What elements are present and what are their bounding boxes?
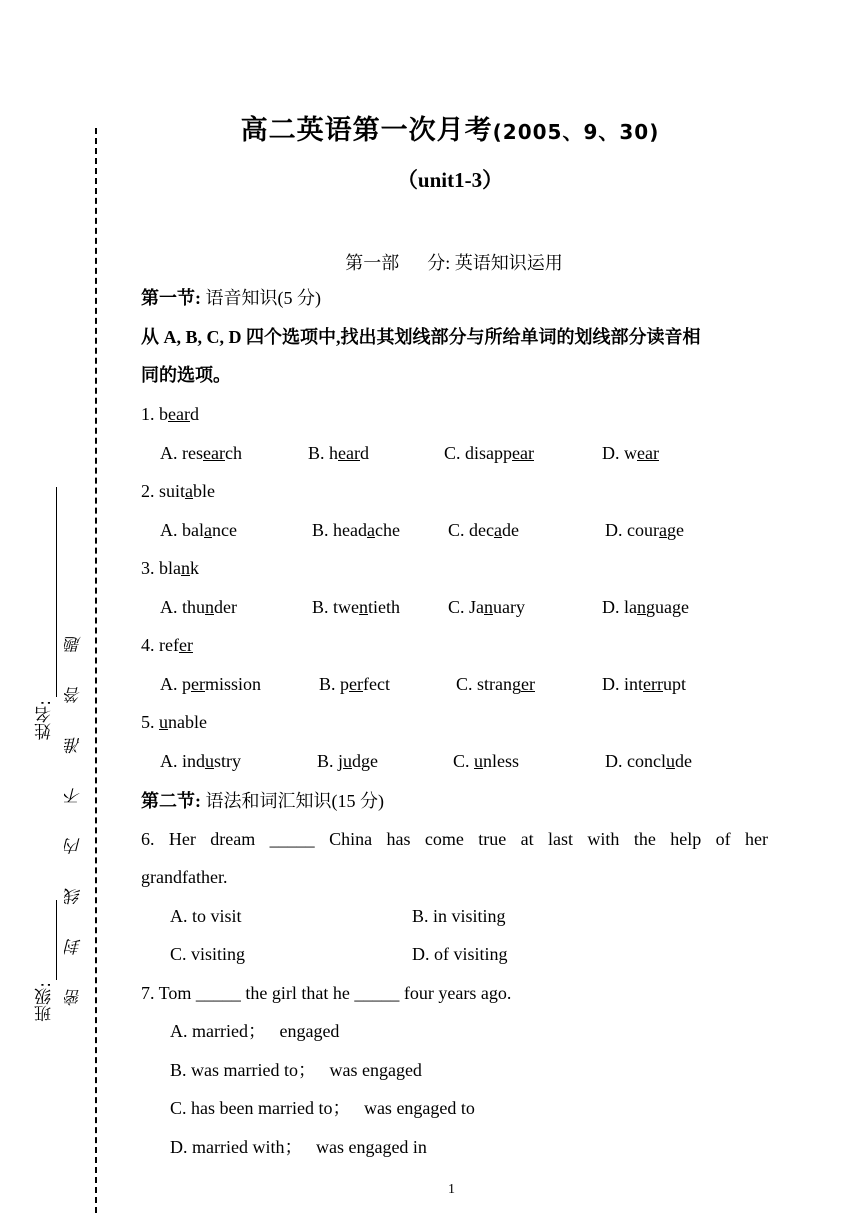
- option-word-pre: D. concl: [605, 751, 666, 771]
- question-2-option-a: [160, 519, 237, 541]
- option-word-pre: D. w: [602, 443, 637, 463]
- option-word-post: der: [214, 597, 237, 617]
- option-word-underlined: err: [643, 674, 663, 694]
- part1-title: [0, 249, 860, 275]
- section1-instruction-b: 同的选项。: [141, 365, 231, 385]
- question-3-option-a: [160, 596, 237, 618]
- q7-option-b: B. was married to； was engaged: [170, 1060, 422, 1080]
- exam-date: (2005、9、30): [492, 120, 660, 144]
- section2-heading: [141, 790, 384, 812]
- question-1-option-d: [602, 442, 659, 464]
- page-number: 1: [448, 1182, 455, 1197]
- q6-stem-cont: grandfather.: [141, 867, 228, 887]
- q7-option-c: C. has been married to； was engaged to: [170, 1098, 475, 1118]
- option-word-post: uary: [493, 597, 525, 617]
- question-5-option-b: [317, 750, 378, 772]
- option-word-post: nce: [212, 520, 237, 540]
- section1-instruction-a: 从 A, B, C, D 四个选项中,找出其划线部分与所给单词的划线部分读音相: [141, 327, 701, 347]
- option-word-post: upt: [663, 674, 687, 694]
- question-number: 4.: [141, 635, 159, 655]
- question-number: 2.: [141, 481, 159, 501]
- option-word-post: d: [360, 443, 369, 463]
- option-word-pre: C. dec: [448, 520, 494, 540]
- option-word-pre: A. thu: [160, 597, 205, 617]
- option-word-pre: B. j: [317, 751, 344, 771]
- question-word-pre: suit: [159, 481, 186, 501]
- q7-stem: 7. Tom _____ the girl that he _____ four years ago.: [141, 983, 512, 1003]
- question-number: 5.: [141, 712, 159, 732]
- part1-label-a: 第一部: [345, 253, 400, 273]
- question-2-option-d: [605, 519, 684, 541]
- option-word-underlined: ear: [512, 443, 534, 463]
- option-word-pre: C. Ja: [448, 597, 484, 617]
- option-word-pre: C.: [453, 751, 475, 771]
- section2-heading-rest: 语法和词汇知识(15 分): [201, 791, 384, 811]
- question-word-post: d: [189, 404, 199, 424]
- option-word-underlined: er: [521, 674, 535, 694]
- question-4-option-d: [602, 673, 686, 695]
- question-3-word: [141, 557, 199, 579]
- option-word-pre: B. h: [308, 443, 339, 463]
- option-word-post: dge: [352, 751, 379, 771]
- question-word-underlined: ear: [168, 404, 190, 424]
- question-word-underlined: u: [159, 712, 168, 732]
- option-word-underlined: n: [205, 597, 214, 617]
- option-word-underlined: ear: [203, 443, 225, 463]
- question-4-word: [141, 634, 193, 656]
- option-word-underlined: u: [665, 751, 675, 771]
- question-number: 1.: [141, 404, 159, 424]
- option-word-post: mission: [204, 674, 261, 694]
- q6-option-d: D. of visiting: [412, 944, 508, 964]
- option-word-underlined: n: [484, 597, 493, 617]
- option-word-pre: A. p: [160, 674, 191, 694]
- seal-dashed-line: [95, 128, 97, 1213]
- question-3-option-c: [448, 596, 525, 618]
- section1-heading-rest: 语音知识(5 分): [201, 288, 321, 308]
- q7-option-d: D. married with； was engaged in: [170, 1137, 427, 1157]
- option-word-underlined: a: [204, 520, 212, 540]
- question-4-option-a: [160, 673, 261, 695]
- question-5-option-a: [160, 750, 241, 772]
- question-word-post: nable: [168, 712, 207, 732]
- question-4-option-c: [456, 673, 535, 695]
- q6-option-c: C. visiting: [170, 944, 246, 964]
- option-word-pre: C. strang: [456, 674, 521, 694]
- option-word-post: guage: [646, 597, 689, 617]
- section1-heading: [141, 287, 321, 309]
- question-word-post: k: [190, 558, 199, 578]
- option-word-underlined: ear: [637, 443, 659, 463]
- option-word-underlined: u: [343, 751, 353, 771]
- name-label: 姓名:: [35, 700, 55, 740]
- option-word-pre: B. p: [319, 674, 350, 694]
- exam-title: [0, 108, 860, 147]
- option-word-post: de: [674, 751, 692, 771]
- question-2-option-b: [312, 519, 400, 541]
- question-4-option-b: [319, 673, 390, 695]
- option-word-post: tieth: [368, 597, 400, 617]
- question-word-pre: ref: [159, 635, 179, 655]
- exam-subtitle: （unit1-3）: [396, 168, 504, 192]
- option-word-post: de: [501, 520, 519, 540]
- class-label: 班级:: [35, 982, 55, 1022]
- q6-stem: 6. Her dream _____ China has come true at last with the help of her: [141, 829, 768, 849]
- option-word-underlined: er: [191, 674, 205, 694]
- question-word-underlined: n: [181, 558, 190, 578]
- option-word-underlined: a: [493, 520, 502, 540]
- question-1-option-c: [444, 442, 534, 464]
- question-5-option-c: [453, 750, 519, 772]
- question-2-option-c: [448, 519, 519, 541]
- q6-option-b: B. in visiting: [412, 906, 506, 926]
- q6-option-a: A. to visit: [170, 906, 242, 926]
- option-word-underlined: er: [349, 674, 363, 694]
- question-word-pre: b: [159, 404, 168, 424]
- question-word-underlined: a: [185, 481, 194, 501]
- option-word-pre: B. twe: [312, 597, 359, 617]
- question-word-post: ble: [193, 481, 216, 501]
- option-word-post: ch: [224, 443, 242, 463]
- option-word-underlined: u: [205, 751, 214, 771]
- exam-title-text: 高二英语第一次月考: [240, 115, 493, 146]
- option-word-pre: C. disapp: [444, 443, 513, 463]
- option-word-pre: D. la: [602, 597, 637, 617]
- question-number: 3.: [141, 558, 159, 578]
- option-word-pre: A. ind: [160, 751, 205, 771]
- option-word-pre: B. head: [312, 520, 367, 540]
- question-2-word: [141, 480, 215, 502]
- part1-label-b: 分: 英语知识运用: [427, 253, 563, 273]
- question-1-option-b: [308, 442, 369, 464]
- question-3-option-d: [602, 596, 689, 618]
- option-word-underlined: a: [366, 520, 375, 540]
- name-blank-line: [56, 487, 57, 697]
- option-word-post: che: [374, 520, 400, 540]
- question-5-option-d: [605, 750, 692, 772]
- seal-notice: 密 封 线 内 不 准 答 题: [65, 622, 85, 1006]
- option-word-post: stry: [214, 751, 241, 771]
- option-word-post: ge: [666, 520, 684, 540]
- class-blank-line: [56, 900, 57, 980]
- question-3-option-b: [312, 596, 400, 618]
- question-word-pre: bla: [159, 558, 181, 578]
- option-word-pre: D. int: [602, 674, 644, 694]
- section2-heading-bold: 第二节:: [141, 791, 201, 811]
- option-word-post: fect: [363, 674, 390, 694]
- option-word-underlined: n: [359, 597, 368, 617]
- option-word-pre: A. res: [160, 443, 203, 463]
- q7-option-a: A. married； engaged: [170, 1021, 340, 1041]
- question-1-option-a: [160, 442, 242, 464]
- option-word-underlined: n: [637, 597, 646, 617]
- option-word-post: nless: [483, 751, 520, 771]
- option-word-pre: D. cour: [605, 520, 659, 540]
- option-word-underlined: a: [658, 520, 667, 540]
- option-word-pre: A. bal: [160, 520, 204, 540]
- question-word-underlined: er: [178, 635, 193, 655]
- question-1-word: [141, 403, 199, 425]
- option-word-underlined: ear: [338, 443, 360, 463]
- option-word-underlined: u: [474, 751, 484, 771]
- question-5-word: [141, 711, 207, 733]
- section1-heading-bold: 第一节:: [141, 288, 201, 308]
